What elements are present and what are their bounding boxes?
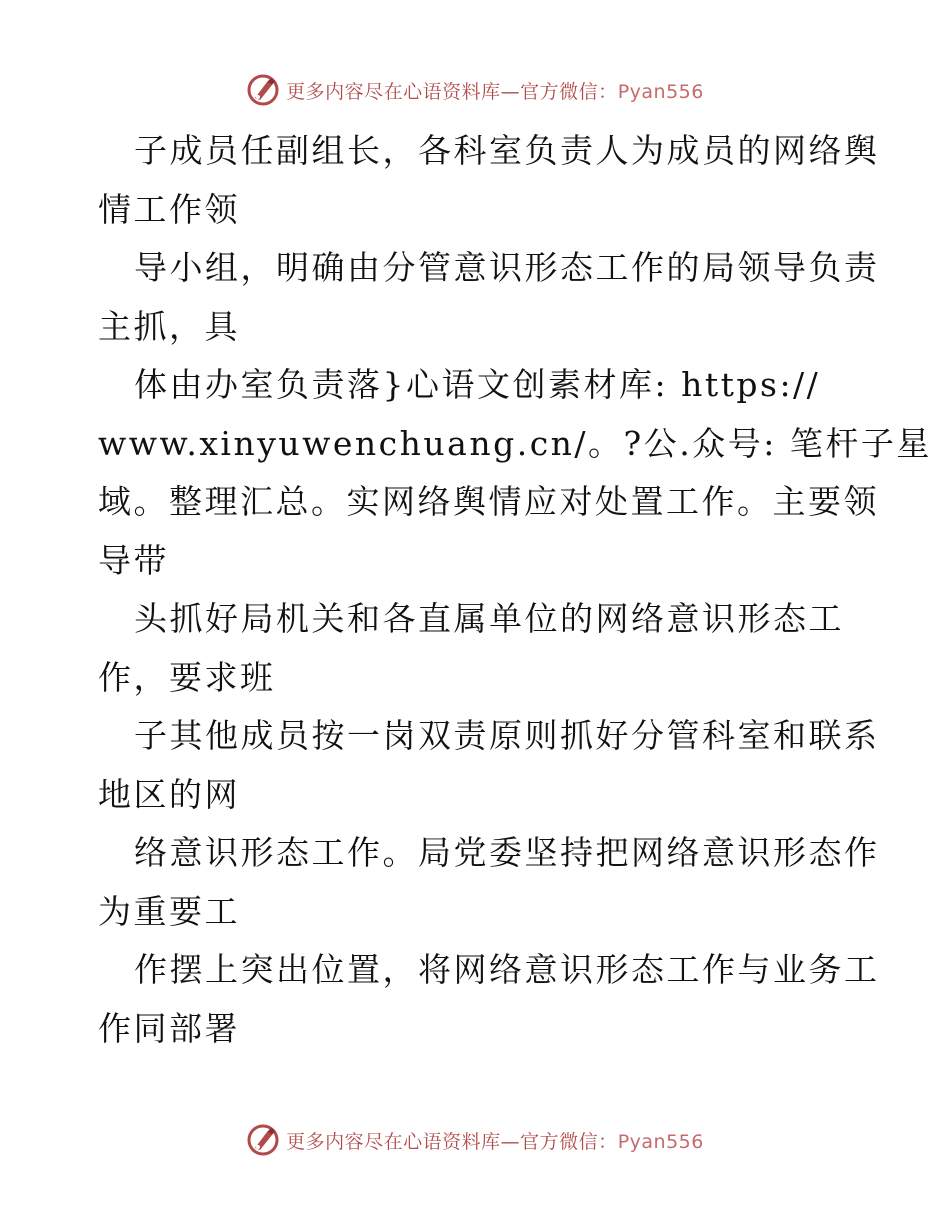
pen-nib-logo-icon <box>246 73 280 107</box>
text-line: 域。整理汇总。实网络舆情应对处置工作。主要领 <box>98 482 879 521</box>
text-line: 络意识形态工作。局党委坚持把网络意识形态作 <box>134 833 880 872</box>
text-line: 头抓好局机关和各直属单位的网络意识形态工 <box>134 599 844 638</box>
banner-text: 更多内容尽在心语资料库—官方微信：Pyan556 <box>286 80 704 103</box>
text-line: 地区的网 <box>98 774 240 814</box>
text-line: 作，要求班 <box>98 657 276 697</box>
text-line: 子成员任副组长，各科室负责人为成员的网络舆 <box>134 131 880 170</box>
banner-text: 更多内容尽在心语资料库—官方微信：Pyan556 <box>286 1130 704 1153</box>
text-line: 子其他成员按一岗双责原则抓好分管科室和联系 <box>134 716 880 755</box>
text-line: 导小组，明确由分管意识形态工作的局领导负责 <box>134 248 880 287</box>
header-banner <box>0 70 950 110</box>
text-line: 为重要工 <box>98 891 240 931</box>
text-line: 作同部署 <box>98 1008 240 1048</box>
text-line: 体由办室负责落}心语文创素材库: https:// <box>134 365 821 404</box>
text-line: 情工作领 <box>98 189 240 229</box>
footer-banner <box>0 1120 950 1160</box>
text-line: 作摆上突出位置，将网络意识形态工作与业务工 <box>134 950 880 989</box>
pen-nib-logo-icon <box>246 1123 280 1157</box>
text-line: 主抓，具 <box>98 306 240 346</box>
text-line: www.xinyuwenchuang.cn/。?公.众号: 笔杆子星 <box>98 423 932 463</box>
document-body <box>98 122 932 1058</box>
text-line: 导带 <box>98 540 169 580</box>
